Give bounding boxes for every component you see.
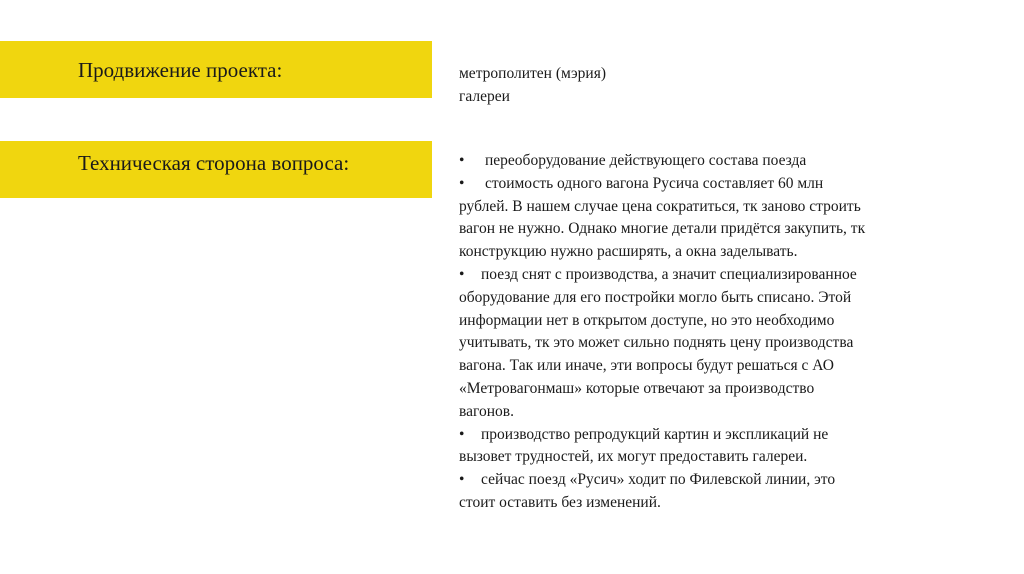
list-line: поезд снят с производства, а значит специализированное [481, 265, 857, 283]
technical-bullet-item [459, 424, 967, 447]
bullet-icon: • [459, 152, 465, 169]
promotion-item: метрополитен (мэрия) [459, 65, 606, 82]
list-line: рублей. В нашем случае цена сократиться, тк заново строить [459, 197, 861, 215]
list-line: оборудование для его постройки могло быть списано. Этой [459, 288, 852, 306]
bullet-icon: • [459, 174, 465, 192]
list-line: конструкцию нужно расширять, а окна заделывать. [459, 243, 798, 261]
list-line: переоборудование действующего состава поезда [485, 152, 807, 169]
list-line: стоит оставить без изменений. [459, 493, 661, 511]
technical-title: Техническая сторона вопроса: [78, 151, 350, 175]
bullet-icon: • [459, 471, 465, 489]
list-line: производство репродукций картин и экспликаций не [481, 425, 829, 443]
list-line: «Метровагонмаш» которые отвечают за производство [459, 379, 815, 397]
technical-list [459, 150, 967, 515]
list-line: стоимость одного вагона Русича составляет 60 млн [485, 174, 824, 192]
list-line: вагонов. [459, 402, 514, 420]
bullet-icon: • [459, 425, 465, 443]
bullet-icon: • [459, 265, 465, 283]
technical-bullet-item [459, 264, 967, 287]
promotion-title: Продвижение проекта: [78, 58, 283, 82]
list-line: вагона. Так или иначе, эти вопросы будут решаться с АО [459, 357, 834, 375]
list-line: учитывать, тк это может сильно поднять цену производства [459, 334, 854, 352]
list-line: вагон не нужно. Однако многие детали придётся закупить, тк [459, 220, 866, 238]
technical-bullet-item [459, 173, 967, 196]
list-line: сейчас поезд «Русич» ходит по Филевской линии, это [481, 471, 836, 489]
technical-title-band [0, 141, 432, 198]
promotion-list [459, 62, 606, 108]
list-line: информации нет в открытом доступе, но это необходимо [459, 311, 835, 329]
list-line: вызовет трудностей, их могут предоставить галереи. [459, 448, 808, 466]
technical-bullet-item [459, 150, 967, 173]
promotion-item: галереи [459, 88, 510, 105]
technical-bullet-item [459, 469, 967, 492]
promotion-title-band [0, 41, 432, 98]
